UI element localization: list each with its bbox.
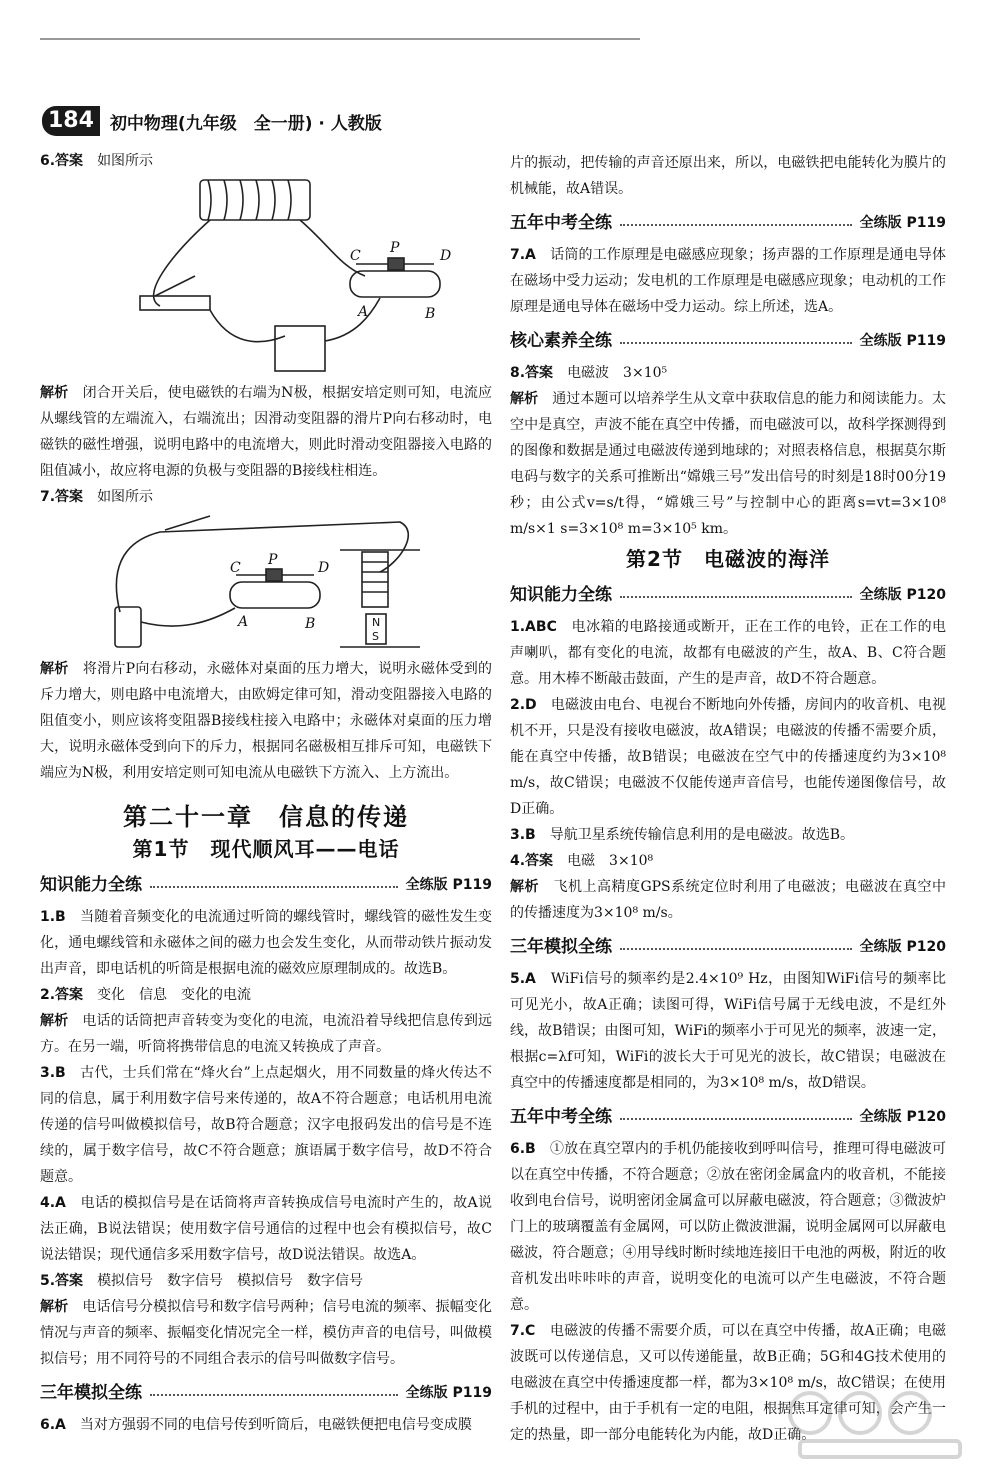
- question-8-answer: 8.答案 电磁波 3×10⁵: [510, 365, 668, 381]
- question-2-explanation: 解析 电话的话筒把声音转变为变化的电流，电流沿着导线把信息传到远方。在另一端，听筒将携带信息的电流又转换成了声音。: [40, 1013, 493, 1055]
- section-heading: [40, 870, 492, 900]
- r-question-2: 2.D 电磁波由电台、电视台不断地向外传播，房间内的收音机、电视机不开，只是没有接收电磁波，故A错误；电磁波的传播不需要介质，能在真空中传播，故B错误；电磁波在空气中的传播速度约为3×10⁸ m/s，故C错误；电磁波不仅能传递声音信号，也能传递图像信号，故D正确。: [510, 697, 947, 817]
- r-question-6: 6.B ①放在真空罩内的手机仍能接收到呼叫信号，推理可得电磁波可以在真空中传播，不符合题意；②放在密闭金属盒内的收音机，不能接收到电台信号，说明密闭金属盒可以屏蔽电磁波，符合题意；③微波炉门上的玻璃覆盖有金属网，可以防止微波泄漏，说明金属网可以屏蔽电磁波，符合题意；④用导线时断时续地连接旧干电池的两极，附近的收音机发出咔咔咔的声音，说明变化的电流可以产生电磁波，不符合题意。: [510, 1141, 947, 1313]
- section-ref: 全练版 P119: [405, 1385, 492, 1401]
- page-header: [42, 106, 382, 136]
- explanation-label: 解析: [40, 661, 69, 677]
- label-c: C: [230, 560, 241, 576]
- section-name: 三年模拟全练: [40, 1383, 142, 1403]
- slider-p: [388, 258, 404, 270]
- explanation-text: 将滑片P向右移动，永磁体对桌面的压力增大，说明永磁体受到的斥力增大，则电路中电流增大，由欧姆定律可知，滑动变阻器接入电路的阻值变小，则应该将变阻器B接线柱接入电路中；永磁体对桌面的压力增大，说明永磁体受到向下的斥力，根据同名磁极相互排斥可知，电磁铁下端应为N极，利用安培定则可知电流从电磁铁下方流入、上方流出。: [40, 661, 493, 781]
- question-5-answer: 5.答案 模拟信号 数字信号 模拟信号 数字信号: [40, 1273, 364, 1289]
- label-b: B: [425, 306, 436, 322]
- chapter-title: 第二十一章 信息的传递: [123, 803, 409, 831]
- r-question-5: 5.A WiFi信号的频率约是2.4×10⁹ Hz，由图知WiFi信号的频率比可见光小，故A正确；读图可得，WiFi信号属于无线电波，不是红外线，故B错误；由图可知，WiFi的频率小于可见光的频率，波速一定，根据c=λf可知，WiFi的波长大于可见光的波长，故C错误；电磁波在真空中的传播速度都是相同的，为3×10⁸ m/s，故D错误。: [510, 971, 946, 1091]
- left-column: [40, 148, 492, 1438]
- answer-7: [40, 484, 492, 786]
- label-a: A: [238, 614, 249, 630]
- question-4: 4.A 电话的模拟信号是在话筒将声音转换成信号电流时产生的，故A说法正确，B说法错误；使用数字信号通信的过程中也会有模拟信号，故C说法错误；现代通信多采用数字信号，故D说法错误。故选A。: [40, 1195, 493, 1263]
- r-question-4-answer: 4.答案 电磁 3×10⁸: [510, 853, 654, 869]
- book-title: 初中物理(九年级 全一册) · 人教版: [109, 113, 382, 134]
- question-6: 6.A 当对方强弱不同的电信号传到听筒后，电磁铁便把电信号变成膜: [40, 1417, 472, 1433]
- battery: [275, 326, 325, 371]
- switch-base: [140, 296, 210, 310]
- section-heading: 知识能力全练 全练版 P120: [510, 585, 946, 605]
- section-heading: 三年模拟全练 全练版 P120: [510, 937, 946, 957]
- explanation-text: 闭合开关后，使电磁铁的右端为N极，根据安培定则可知，电流应从螺线管的左端流入，右端流出；因滑动变阻器的滑片P向右移动时，电磁铁的磁性增强，说明电路中的电流增大，则此时滑动变阻器接入电路的阻值减小，故应将电源的负极与变阻器的B接线柱相连。: [40, 385, 493, 479]
- label-s: S: [372, 630, 379, 643]
- solenoid-coil: [200, 180, 310, 220]
- circuit-figure-7: [100, 512, 430, 652]
- dotted-leader: [150, 886, 398, 888]
- circuit-figure-6: [100, 176, 460, 376]
- section-title-2: 第2节 电磁波的海洋: [626, 547, 830, 571]
- question-1: 1.B 当随着音频变化的电流通过听筒的螺线管时，螺线管的磁性发生变化，通电螺线管和永磁体之间的磁力也会发生变化，从而带动铁片振动发出声音，即电话机的听筒是根据电流的磁效应原理制成的。故选B。: [40, 909, 493, 977]
- label-a: A: [358, 304, 369, 320]
- question-5-explanation: 解析 电话信号分模拟信号和数字信号两种；信号电流的频率、振幅变化情况与声音的频率、振幅变化情况完全一样，模仿声音的电信号，叫做模拟信号；用不同符号的不同组合表示的信号叫做数字信号。: [40, 1299, 493, 1367]
- r-question-1: 1.ABC 电冰箱的电路接通或断开，正在工作的电铃，正在工作的电声喇叭，都有变化的电流，故都有电磁波的产生，故A、B、C符合题意。用木棒不断敲击鼓面，产生的是声音，故D不符合题意。: [510, 619, 947, 687]
- switch-lever: [155, 276, 195, 296]
- section-heading: 五年中考全练 全练版 P119: [510, 213, 946, 233]
- label-p: P: [268, 552, 278, 568]
- question-2-answer: 2.答案 变化 信息 变化的电流: [40, 987, 252, 1003]
- rheostat-body: [230, 582, 320, 608]
- question-8-explanation: 解析 通过本题可以培养学生从文章中获取信息的能力和阅读能力。太空中是真空，声波不能在真空中传播，而电磁波可以，故科学探测得到的图像和数据是通过电磁波传递到地球的；对照表格信息，根据莫尔斯电码与数字的关系可推断出“嫦娥三号”发出信号的时刻是18时00分19秒；由公式v=s/t得，“嫦娥三号”与控制中心的距离s=vt=3×10⁸ m/s×1 s=3×10⁸ m=3×10⁵ km。: [510, 391, 947, 537]
- question-7: 7.A 话筒的工作原理是电磁感应现象；扬声器的工作原理是通电导体在磁场中受力运动；发电机的工作原理是电磁感应现象；电动机的工作原理是通电导体在磁场中受力运动。综上所述，选A。: [510, 247, 947, 315]
- answer-6: [40, 148, 492, 484]
- section-heading: [40, 1378, 492, 1408]
- question-3: 3.B 古代，士兵们常在“烽火台”上点起烟火，用不同数量的烽火传达不同的信息，属于利用数字信号来传递的，故A不符合题意；电话机用电流传递的信号叫做模拟信号，故B符合题意；汉字电报码发出的信号是不连续的，属于数字信号，故C不符合题意；旗语属于数字信号，故D不符合题意。: [40, 1065, 492, 1185]
- slider-p: [266, 569, 282, 581]
- page-number: 184: [42, 106, 100, 136]
- battery-cell: [115, 607, 141, 647]
- answer-text: 如图所示: [97, 489, 154, 505]
- answer-text: 如图所示: [97, 153, 154, 169]
- section-heading: 五年中考全练 全练版 P120: [510, 1107, 946, 1127]
- electromagnet: [362, 552, 388, 607]
- dotted-leader: [150, 1394, 398, 1396]
- watermark-logo: [780, 1383, 980, 1463]
- label-n: N: [372, 616, 381, 629]
- section-title-1: 第1节 现代顺风耳——电话: [132, 837, 400, 861]
- r-question-7: 7.C 电磁波的传播不需要介质，可以在真空中传播，故A正确；电磁波既可以传递信息，又可以传递能量，故B正确；5G和4G技术使用的电磁波在真空中传播速度都一样，都为3×10⁸ m/s，故C错误；在使用手机的过程中，由于手机有一定的电阻，根据焦耳定律可知，会产生一定的热量，即一部分电能转化为内能，故D正确。: [510, 1323, 947, 1443]
- continued-text: 片的振动，把传输的声音还原出来，所以，电磁铁把电能转化为膜片的机械能，故A错误。: [510, 155, 946, 197]
- answer-label: 6.答案: [40, 153, 84, 169]
- label-b: B: [305, 616, 316, 632]
- r-question-4-explanation: 解析 飞机上高精度GPS系统定位时利用了电磁波；电磁波在真空中的传播速度为3×10⁸ m/s。: [510, 879, 947, 921]
- header-rule: [40, 38, 640, 40]
- label-d: D: [318, 560, 330, 576]
- label-c: C: [350, 248, 361, 264]
- right-column: [510, 150, 946, 1448]
- section-heading: 核心素养全练 全练版 P119: [510, 331, 946, 351]
- r-question-3: 3.B 导航卫星系统传输信息利用的是电磁波。故选B。: [510, 827, 855, 843]
- label-d: D: [440, 248, 452, 264]
- label-p: P: [390, 240, 400, 256]
- switch-lever: [165, 516, 210, 530]
- explanation-label: 解析: [40, 385, 69, 401]
- answer-label: 7.答案: [40, 489, 84, 505]
- section-ref: 全练版 P119: [405, 877, 492, 893]
- section-name: 知识能力全练: [40, 875, 142, 895]
